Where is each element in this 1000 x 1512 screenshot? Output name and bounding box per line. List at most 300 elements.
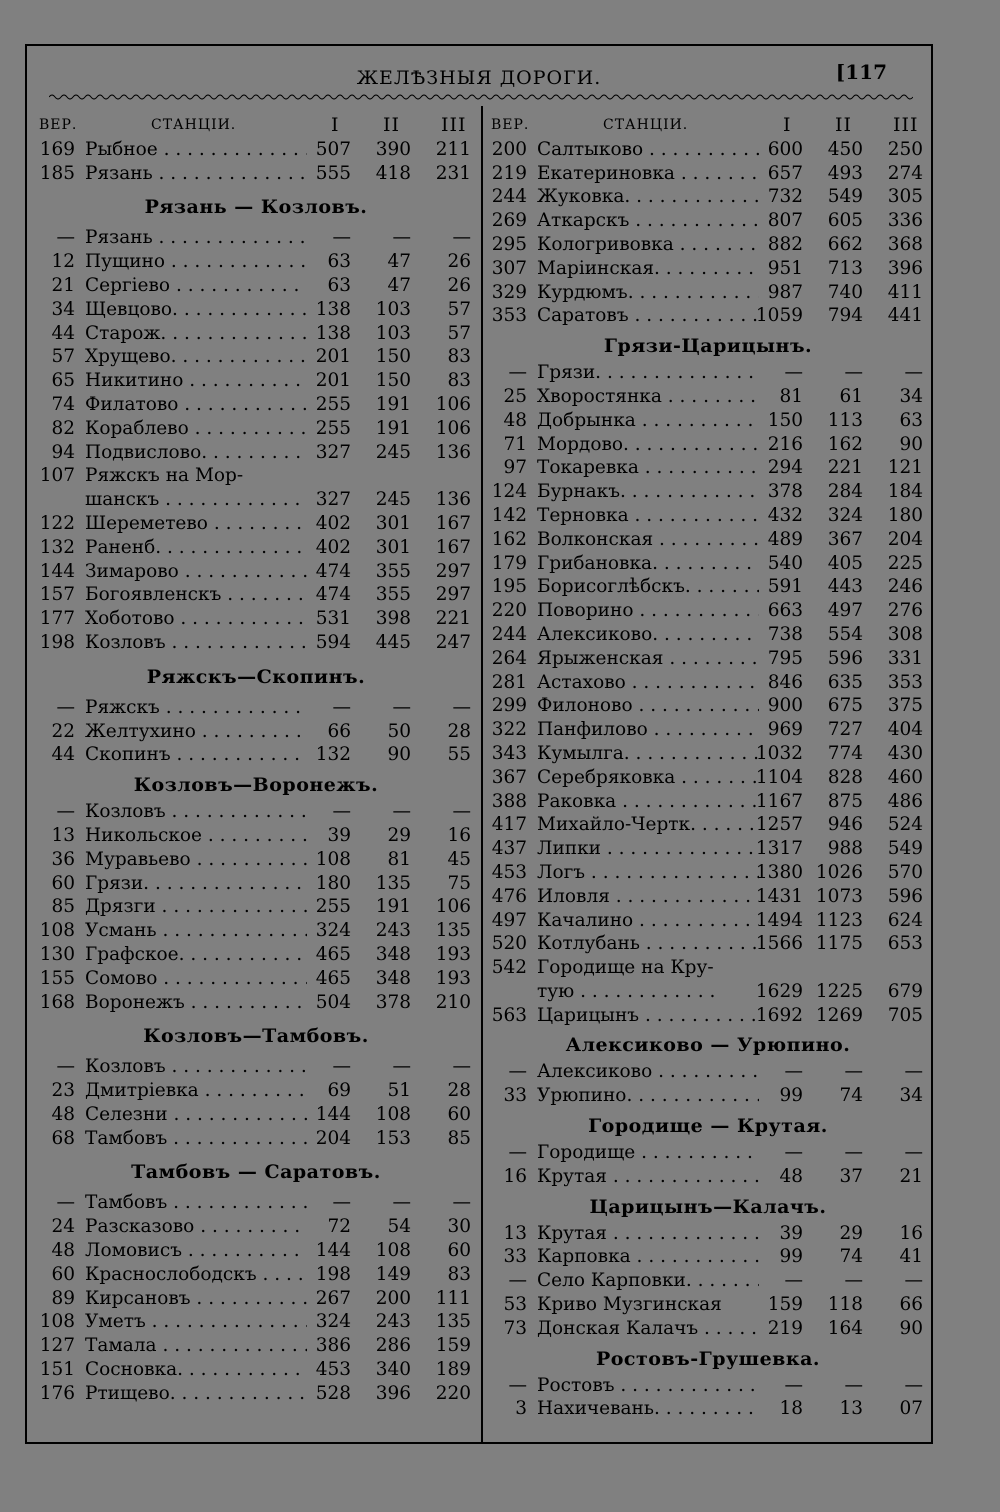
station-name: Хоботово . . . <box>85 607 307 631</box>
station-name: Борисоглѣбскъ. . . . <box>537 575 759 599</box>
table-row <box>33 895 479 919</box>
fare-class-1: — <box>332 696 351 718</box>
table-row <box>485 1084 931 1108</box>
table-row <box>33 919 479 943</box>
fare-class-2: 54 <box>387 1216 411 1238</box>
fare-class-3: 106 <box>435 393 471 415</box>
table-row <box>485 599 931 623</box>
station-name: Аткарскъ . . . <box>537 209 759 233</box>
fare-class-3: 83 <box>447 370 471 392</box>
fare-class-1: 39 <box>327 824 351 846</box>
table-row <box>485 1245 931 1269</box>
station-name: Селезни . . . <box>85 1103 307 1127</box>
station-name: Сосновка. . . . <box>85 1358 307 1382</box>
fare-class-2: 396 <box>375 1382 411 1404</box>
station-name: Воронежъ . . . <box>85 991 307 1015</box>
fare-class-1: 540 <box>767 552 803 574</box>
verst-cell: 85 <box>51 896 75 918</box>
station-name: Село Карповки. . . . <box>537 1269 759 1293</box>
fare-class-2: 727 <box>827 719 863 741</box>
verst-cell: 89 <box>51 1287 75 1309</box>
station-name: Рыбное . . . <box>85 138 307 162</box>
fare-class-2: 946 <box>827 814 863 836</box>
fare-class-1: 507 <box>315 138 351 160</box>
fare-class-3: 121 <box>887 457 923 479</box>
fare-class-2: 191 <box>375 417 411 439</box>
verst-cell: 48 <box>51 1240 75 1262</box>
fare-class-3: — <box>452 696 471 718</box>
fare-class-3: 41 <box>899 1246 923 1268</box>
table-row <box>33 1127 479 1151</box>
fare-class-3: 136 <box>435 489 471 511</box>
fare-class-3: 220 <box>435 1382 471 1404</box>
station-name: Крутая . . . <box>537 1222 759 1246</box>
fare-class-1: 150 <box>767 409 803 431</box>
fare-class-2: 794 <box>827 305 863 327</box>
fare-class-1: 327 <box>315 489 351 511</box>
verst-cell: 295 <box>491 233 527 255</box>
table-row <box>485 718 931 742</box>
fare-class-3: 21 <box>899 1165 923 1187</box>
station-name: Скопинъ . . . <box>85 743 307 767</box>
fare-class-2: 355 <box>375 584 411 606</box>
row-group <box>33 464 479 512</box>
fare-class-2: 191 <box>375 393 411 415</box>
table-row <box>33 1310 479 1334</box>
fare-class-3: 167 <box>435 512 471 534</box>
fare-class-2: 554 <box>827 623 863 645</box>
fare-class-2: 828 <box>827 766 863 788</box>
fare-class-2: 118 <box>827 1294 863 1316</box>
fare-class-3: 274 <box>887 162 923 184</box>
verst-cell: 151 <box>39 1359 75 1381</box>
verst-cell: 453 <box>491 861 527 883</box>
station-name: Добрынка . . . <box>537 409 759 433</box>
page-title: ЖЕЛѢЗНЫЯ ДОРОГИ. <box>356 67 602 89</box>
table-row <box>485 861 931 885</box>
station-name: Разсказово . . . <box>85 1215 307 1239</box>
fare-class-1: 882 <box>767 233 803 255</box>
verst-cell: 329 <box>491 281 527 303</box>
fare-class-3: — <box>452 801 471 823</box>
fare-class-2: 635 <box>827 671 863 693</box>
fare-class-1: 657 <box>767 162 803 184</box>
fare-class-3: 111 <box>435 1287 471 1309</box>
fare-class-2: 988 <box>827 838 863 860</box>
fare-class-2: 450 <box>827 138 863 160</box>
table-row <box>485 281 931 305</box>
fare-class-3: 331 <box>887 647 923 669</box>
verst-cell: 144 <box>39 560 75 582</box>
fare-class-3: — <box>904 362 923 384</box>
fare-class-3: 204 <box>887 528 923 550</box>
fare-class-2: 113 <box>827 409 863 431</box>
fare-class-3: 308 <box>887 623 923 645</box>
fare-class-1: 138 <box>315 322 351 344</box>
fare-class-3: 336 <box>887 210 923 232</box>
station-name: Бурнакъ. . . . <box>537 480 759 504</box>
fare-class-1: 144 <box>315 1240 351 1262</box>
fare-class-2: 445 <box>375 631 411 653</box>
fare-class-2: 108 <box>375 1240 411 1262</box>
fare-class-2: 398 <box>375 608 411 630</box>
fare-class-2: — <box>844 1374 863 1396</box>
fare-class-1: 386 <box>315 1335 351 1357</box>
fare-class-2: 29 <box>387 824 411 846</box>
table-row <box>485 647 931 671</box>
station-name: Урюпино. . . . <box>537 1084 759 1108</box>
table-row <box>33 872 479 896</box>
fare-class-2: 286 <box>375 1335 411 1357</box>
station-name: Козловъ . . . <box>85 1055 307 1079</box>
fare-class-3: 189 <box>435 1359 471 1381</box>
station-name: Нахичевань. . . . <box>537 1397 759 1421</box>
station-name: Алексиково . . . <box>537 1060 759 1084</box>
table-row <box>485 909 931 933</box>
verst-cell: 299 <box>491 695 527 717</box>
table-row <box>33 1382 479 1406</box>
fare-class-1: 1380 <box>755 861 803 883</box>
fare-class-2: 162 <box>827 433 863 455</box>
station-name: Грязи. . . . <box>537 361 759 385</box>
fare-class-3: 305 <box>887 186 923 208</box>
fare-class-2: 1269 <box>815 1004 863 1026</box>
station-name: Зимарово . . . <box>85 560 307 584</box>
fare-class-3: 57 <box>447 322 471 344</box>
fare-class-1: 738 <box>767 623 803 645</box>
fare-class-1: 255 <box>315 393 351 415</box>
fare-class-3: 159 <box>435 1335 471 1357</box>
fare-class-2: 191 <box>375 896 411 918</box>
table-row <box>33 800 479 824</box>
table-row <box>485 504 931 528</box>
fare-class-1: 18 <box>779 1398 803 1420</box>
table-row <box>485 1060 931 1084</box>
verst-cell: — <box>56 801 75 823</box>
fare-class-2: 740 <box>827 281 863 303</box>
fare-class-2: — <box>844 1061 863 1083</box>
verst-cell: — <box>508 1270 527 1292</box>
verst-cell: 44 <box>51 744 75 766</box>
fare-class-1: 555 <box>315 162 351 184</box>
fare-class-3: 60 <box>447 1240 471 1262</box>
fare-class-3: — <box>904 1142 923 1164</box>
table-row <box>485 361 931 385</box>
fare-class-2: 245 <box>375 489 411 511</box>
fare-class-1: 1629 <box>755 980 803 1002</box>
station-name: Михайло-Чертк. . . . <box>537 813 759 837</box>
table-row <box>33 1079 479 1103</box>
table-row <box>33 583 479 607</box>
verst-cell: 219 <box>491 162 527 184</box>
row-group <box>485 956 931 1004</box>
verst-cell: 122 <box>39 512 75 534</box>
station-name: Кораблево . . . <box>85 417 307 441</box>
verst-cell: 157 <box>39 584 75 606</box>
table-row <box>33 464 479 512</box>
fare-class-3: 375 <box>887 695 923 717</box>
station-header: СТАНЦІИ. <box>603 117 689 133</box>
verst-cell: 107 <box>39 465 75 487</box>
station-name: Богоявленскъ . . . <box>85 583 307 607</box>
row-group <box>485 1004 931 1028</box>
fare-class-2: 875 <box>827 790 863 812</box>
table-row <box>33 1215 479 1239</box>
fare-class-3: 430 <box>887 742 923 764</box>
station-name: Раненб. . . . <box>85 536 307 560</box>
fare-class-2: 81 <box>387 848 411 870</box>
fare-class-2: 348 <box>375 967 411 989</box>
table-row <box>33 743 479 767</box>
fare-class-1: 846 <box>767 671 803 693</box>
fare-class-1: 327 <box>315 441 351 463</box>
fare-class-1: 1257 <box>755 814 803 836</box>
fare-class-1: — <box>332 801 351 823</box>
fare-class-1: 1317 <box>755 838 803 860</box>
station-name: Грязи. . . . <box>85 872 307 896</box>
row-group <box>33 800 479 1014</box>
verst-cell: 36 <box>51 848 75 870</box>
verst-cell: 177 <box>39 608 75 630</box>
verst-cell: 307 <box>491 257 527 279</box>
row-group <box>485 361 931 956</box>
station-name: Ломовисъ . . . <box>85 1239 307 1263</box>
fare-class-3: 570 <box>887 861 923 883</box>
fare-class-3: 353 <box>887 671 923 693</box>
verst-cell: — <box>508 1374 527 1396</box>
table-row <box>485 1269 931 1293</box>
fare-class-2: 1175 <box>815 933 863 955</box>
fare-class-1: 378 <box>767 481 803 503</box>
fare-class-3: 55 <box>447 744 471 766</box>
station-name: Грибановка. . . . <box>537 552 759 576</box>
fare-class-2: 90 <box>387 744 411 766</box>
station-name: Курдюмъ. . . . <box>537 281 759 305</box>
verst-cell: 244 <box>491 186 527 208</box>
fare-class-1: 198 <box>315 1263 351 1285</box>
verst-cell: 124 <box>491 481 527 503</box>
table-row <box>33 1239 479 1263</box>
verst-cell: — <box>56 227 75 249</box>
ver-header: ВЕР. <box>39 117 78 133</box>
fare-class-3: — <box>904 1270 923 1292</box>
fare-class-1: 600 <box>767 138 803 160</box>
fare-class-1: 1059 <box>755 305 803 327</box>
fare-class-1: 201 <box>315 346 351 368</box>
station-name: Донская Калачъ . . . <box>537 1317 759 1341</box>
verst-cell: 82 <box>51 417 75 439</box>
verst-cell: 281 <box>491 671 527 693</box>
fare-class-1: 63 <box>327 251 351 273</box>
fare-class-1: 489 <box>767 528 803 550</box>
section-title: Ростовъ-Грушевка. <box>595 1347 821 1370</box>
station-name: Ртищево. . . . <box>85 1382 307 1406</box>
fare-class-3: 368 <box>887 233 923 255</box>
fare-class-3: 679 <box>887 980 923 1002</box>
table-row <box>485 456 931 480</box>
fare-class-3: 63 <box>899 409 923 431</box>
fare-class-1: — <box>332 227 351 249</box>
fare-class-2: 774 <box>827 742 863 764</box>
fare-class-3: 135 <box>435 920 471 942</box>
table-row <box>33 226 479 250</box>
table-row <box>485 790 931 814</box>
fare-class-1: 900 <box>767 695 803 717</box>
fare-class-3: — <box>452 227 471 249</box>
verst-cell: 179 <box>491 552 527 574</box>
section-title: Козловъ—Тамбовъ. <box>143 1025 369 1048</box>
fare-class-3: 83 <box>447 1263 471 1285</box>
fare-class-3: 193 <box>435 967 471 989</box>
fare-class-2: 443 <box>827 576 863 598</box>
table-row <box>485 1397 931 1421</box>
class-3-header: III <box>893 114 919 136</box>
fare-class-1: 63 <box>327 274 351 296</box>
fare-class-2: 103 <box>375 322 411 344</box>
page-header <box>27 60 931 94</box>
fare-class-1: 144 <box>315 1103 351 1125</box>
verst-cell: 497 <box>491 909 527 931</box>
fare-class-1: 795 <box>767 647 803 669</box>
verst-cell: — <box>508 362 527 384</box>
verst-cell: 142 <box>491 504 527 526</box>
fare-class-2: 37 <box>839 1165 863 1187</box>
fare-class-3: 210 <box>435 991 471 1013</box>
fare-class-1: — <box>784 1270 803 1292</box>
verst-cell: 25 <box>503 385 527 407</box>
row-group <box>33 1055 479 1150</box>
station-name: Кумылга. . . . <box>537 742 759 766</box>
fare-class-2: — <box>844 1270 863 1292</box>
fare-class-1: 402 <box>315 536 351 558</box>
station-name: Ярыженская . . . <box>537 647 759 671</box>
fare-class-3: 85 <box>447 1127 471 1149</box>
verst-cell: — <box>56 1192 75 1214</box>
fare-class-1: 663 <box>767 600 803 622</box>
fare-class-2: 150 <box>375 370 411 392</box>
table-row <box>485 694 931 718</box>
fare-class-1: 1692 <box>755 1004 803 1026</box>
fare-class-1: 201 <box>315 370 351 392</box>
verst-cell: 108 <box>39 1311 75 1333</box>
table-row <box>485 956 931 1004</box>
verst-cell: — <box>508 1142 527 1164</box>
fare-class-3: 705 <box>887 1004 923 1026</box>
verst-cell: 60 <box>51 872 75 894</box>
table-row <box>33 720 479 744</box>
station-name: Усмань . . . <box>85 919 307 943</box>
fare-class-3: 624 <box>887 909 923 931</box>
station-name: Кирсановъ . . . <box>85 1287 307 1311</box>
verst-cell: 130 <box>39 943 75 965</box>
fare-class-1: 180 <box>315 872 351 894</box>
station-name: Городище . . . <box>537 1141 759 1165</box>
fare-class-3: 524 <box>887 814 923 836</box>
fare-class-3: 486 <box>887 790 923 812</box>
verst-cell: 264 <box>491 647 527 669</box>
fare-class-2: 149 <box>375 1263 411 1285</box>
fare-class-1: 969 <box>767 719 803 741</box>
table-row <box>33 1191 479 1215</box>
table-row <box>33 322 479 346</box>
fare-class-1: 591 <box>767 576 803 598</box>
row-group <box>485 1141 931 1189</box>
station-name: Дрязги . . . <box>85 895 307 919</box>
fare-class-3: 297 <box>435 560 471 582</box>
table-row <box>33 250 479 274</box>
table-row <box>33 536 479 560</box>
fare-class-1: 504 <box>315 991 351 1013</box>
station-name: Токаревка . . . <box>537 456 759 480</box>
verst-cell: 220 <box>491 600 527 622</box>
station-name: Иловля . . . <box>537 885 759 909</box>
fare-class-2: 605 <box>827 210 863 232</box>
station-name: Рязань . . . <box>85 226 307 250</box>
table-row <box>485 233 931 257</box>
class-1-header: I <box>331 114 340 136</box>
fare-class-3: 66 <box>899 1294 923 1316</box>
table-row <box>485 1317 931 1341</box>
station-name: Сергіево . . . <box>85 274 307 298</box>
verst-cell: 195 <box>491 576 527 598</box>
fare-class-2: 713 <box>827 257 863 279</box>
fare-class-3: 16 <box>447 824 471 846</box>
fare-class-1: 465 <box>315 943 351 965</box>
verst-cell: 13 <box>503 1222 527 1244</box>
station-name: Тамала . . . <box>85 1334 307 1358</box>
verst-cell: 563 <box>491 1004 527 1026</box>
fare-class-3: 549 <box>887 838 923 860</box>
station-name: Никольское . . . <box>85 824 307 848</box>
fare-class-1: 72 <box>327 1216 351 1238</box>
station-name: Тамбовъ . . . <box>85 1127 307 1151</box>
verst-cell: 437 <box>491 838 527 860</box>
right-column <box>485 114 931 1421</box>
row-group <box>485 138 931 328</box>
row-group <box>33 696 479 767</box>
verst-cell: — <box>508 1061 527 1083</box>
fare-class-3: 460 <box>887 766 923 788</box>
station-name: Филатово . . . <box>85 393 307 417</box>
table-row <box>485 304 931 328</box>
verst-cell: 34 <box>51 298 75 320</box>
station-name-cont: шанскъ . . . <box>85 488 307 512</box>
fare-class-3: 211 <box>435 138 471 160</box>
verst-cell: 542 <box>491 957 527 979</box>
table-row <box>33 991 479 1015</box>
station-name: Качалино . . . <box>537 909 759 933</box>
verst-cell: — <box>56 696 75 718</box>
table-row <box>485 742 931 766</box>
page-number: [117 <box>835 60 887 84</box>
class-3-header: III <box>441 114 467 136</box>
table-row <box>485 837 931 861</box>
fare-class-1: 99 <box>779 1246 803 1268</box>
column-header <box>485 114 931 138</box>
fare-class-3: 441 <box>887 305 923 327</box>
station-name: Криво Музгинская <box>537 1294 722 1316</box>
fare-class-2: 301 <box>375 536 411 558</box>
verst-cell: 343 <box>491 742 527 764</box>
fare-class-3: 90 <box>899 433 923 455</box>
verst-cell: 74 <box>51 393 75 415</box>
table-row <box>485 409 931 433</box>
verst-cell: 24 <box>51 1216 75 1238</box>
fare-class-1: 1494 <box>755 909 803 931</box>
fare-class-1: 108 <box>315 848 351 870</box>
verst-cell: 94 <box>51 441 75 463</box>
fare-class-1: 987 <box>767 281 803 303</box>
